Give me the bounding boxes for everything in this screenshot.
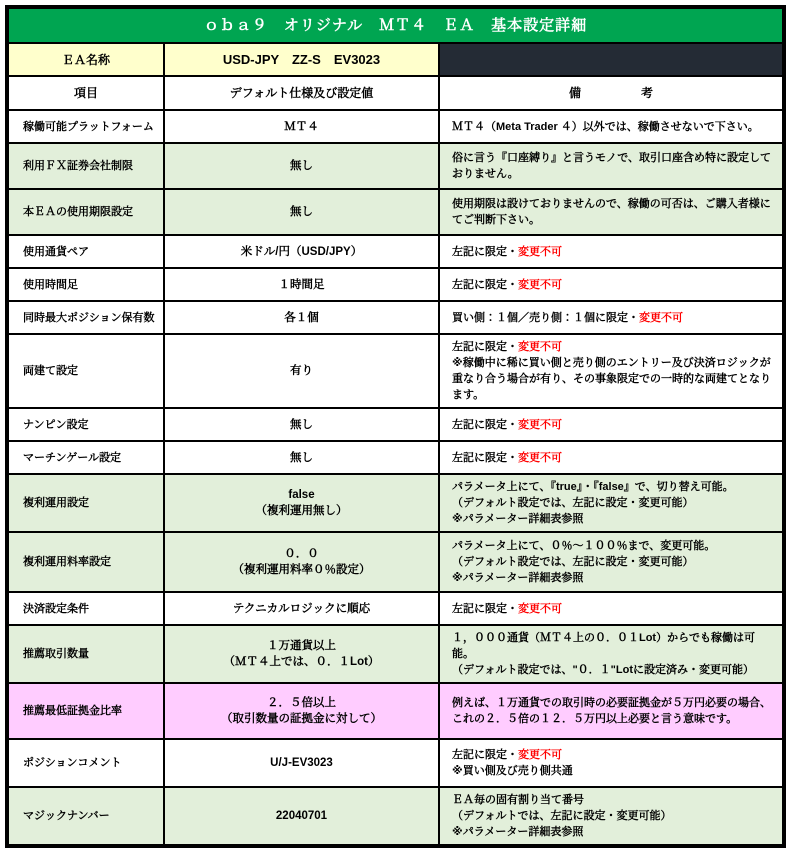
remark-line: ※パラメーター詳細表参照	[452, 513, 584, 525]
item-cell: ポジションコメント	[7, 739, 164, 787]
table-row	[7, 739, 784, 787]
item-cell: 推薦最低証拠金比率	[7, 683, 164, 739]
item-cell: 稼働可能プラットフォーム	[7, 110, 164, 143]
value-line: 無し	[290, 206, 313, 218]
ea-name-label: ＥＡ名称	[7, 43, 164, 76]
table-row	[7, 110, 784, 143]
remark-line: 左記に限定・変更不可	[452, 341, 562, 353]
remark-cell	[439, 532, 784, 592]
remark-cell	[439, 592, 784, 625]
value-line: ２．５倍以上	[267, 697, 336, 709]
value-line: １時間足	[278, 278, 325, 291]
remark-cell	[439, 110, 784, 143]
item-cell: 推薦取引数量	[7, 625, 164, 683]
value-line: 無し	[290, 418, 313, 431]
column-header-row	[7, 76, 784, 110]
remark-line: 左記に限定・変更不可	[452, 245, 562, 258]
table-row	[7, 334, 784, 408]
item-cell: マジックナンバー	[7, 787, 164, 846]
remark-line: ※パラメーター詳細表参照	[452, 572, 584, 584]
remark-cell	[439, 235, 784, 268]
remark-line: 左記に限定・変更不可	[452, 278, 562, 291]
remark-cell	[439, 189, 784, 235]
item-cell: 複利運用設定	[7, 474, 164, 532]
column-header-default: デフォルト仕様及び設定値	[164, 76, 439, 110]
ea-name-row	[7, 43, 784, 76]
value-line: 有り	[290, 365, 313, 377]
remark-line: 左記に限定・変更不可	[452, 451, 562, 464]
column-header-item: 項目	[7, 76, 164, 110]
remark-line: （デフォルト設定では、左記に設定・変更可能）	[452, 497, 694, 509]
remark-cell	[439, 739, 784, 787]
value-line: U/J-EV3023	[270, 757, 333, 769]
value-cell	[164, 110, 439, 143]
remark-line: 左記に限定・変更不可	[452, 749, 562, 761]
remark-line: （デフォルトでは、左記に設定・変更可能）	[452, 810, 672, 822]
table-row	[7, 683, 784, 739]
ea-name-blank-cell	[439, 43, 784, 76]
item-cell: 複利運用料率設定	[7, 532, 164, 592]
value-line: （複利運用料率０％設定）	[232, 564, 371, 576]
value-line: （複利運用無し）	[255, 505, 348, 517]
value-cell	[164, 301, 439, 334]
column-header-remark: 備 考	[439, 76, 784, 110]
remark-cell	[439, 474, 784, 532]
value-line: （取引数量の証拠金に対して）	[221, 713, 382, 725]
remark-line: ※稼働中に稀に買い側と売り側のエントリー及び決済ロジックが重なり合う場合が有り、その事象限定での一時的な両建てとなります。	[452, 357, 771, 401]
item-cell: マーチンゲール設定	[7, 441, 164, 474]
value-line: １万通貨以上	[267, 640, 336, 652]
ea-name-value: USD-JPY ZZ-S EV3023	[164, 43, 439, 76]
remark-line: ＥＡ毎の固有割り当て番号	[452, 794, 584, 806]
value-line: 22040701	[275, 810, 328, 822]
value-line: ＭＴ４	[284, 120, 319, 133]
value-cell	[164, 189, 439, 235]
remark-cell	[439, 787, 784, 846]
item-cell: 利用ＦＸ証券会社制限	[7, 143, 164, 189]
title-row	[7, 7, 784, 43]
remark-line: パラメータ上にて、『true』・『false』で、切り替え可能。	[452, 481, 734, 493]
item-cell: 両建て設定	[7, 334, 164, 408]
remark-line: ※買い側及び売り側共通	[452, 765, 573, 777]
item-cell: 同時最大ポジション保有数	[7, 301, 164, 334]
remark-line: ※パラメーター詳細表参照	[452, 826, 584, 838]
remark-line: 例えば、１万通貨での取引時の必要証拠金が５万円必要の場合、これの２．５倍の１２．５万円以上必要と言う意味です。	[452, 697, 771, 725]
remark-cell	[439, 268, 784, 301]
table-row	[7, 408, 784, 441]
table-row	[7, 441, 784, 474]
table-row	[7, 189, 784, 235]
table-row	[7, 592, 784, 625]
value-line: 米ドル/円（USD/JPY）	[240, 245, 363, 258]
table-row	[7, 532, 784, 592]
value-line: ０．０	[284, 548, 319, 560]
table-row	[7, 625, 784, 683]
value-cell	[164, 334, 439, 408]
item-cell: 使用時間足	[7, 268, 164, 301]
value-cell	[164, 683, 439, 739]
remark-cell	[439, 625, 784, 683]
remark-cell	[439, 408, 784, 441]
item-cell: 本ＥＡの使用期限設定	[7, 189, 164, 235]
table-row	[7, 787, 784, 846]
table-body	[7, 7, 784, 846]
remark-line: パラメータ上にて、０％～１００％まで、変更可能。	[452, 540, 716, 552]
remark-line: 使用期限は設けておりませんので、稼働の可否は、ご購入者様にてご判断下さい。	[452, 198, 771, 226]
remark-cell	[439, 441, 784, 474]
value-line: 無し	[290, 451, 313, 464]
value-line: （ＭＴ４上では、０．１Lot）	[223, 656, 380, 668]
remark-line: ＭＴ４（Meta Trader ４）以外では、稼働させないで下さい。	[452, 120, 759, 133]
value-cell	[164, 235, 439, 268]
item-cell: 使用通貨ペア	[7, 235, 164, 268]
remark-cell	[439, 143, 784, 189]
table-row	[7, 474, 784, 532]
value-line: false	[288, 489, 315, 501]
value-cell	[164, 441, 439, 474]
remark-cell	[439, 334, 784, 408]
remark-line: １，０００通貨（ＭＴ４上の０．０１Lot）からでも稼働は可能。	[452, 632, 755, 660]
remark-line: 俗に言う『口座縛り』と言うモノで、取引口座含め特に設定しておりません。	[452, 152, 771, 180]
table-row	[7, 235, 784, 268]
value-line: 無し	[290, 160, 313, 172]
value-line: テクニカルロジックに順応	[232, 602, 371, 615]
ea-settings-table	[5, 5, 786, 848]
value-line: 各１個	[284, 311, 319, 324]
page-title: ｏｂａ９ オリジナル ＭＴ４ ＥＡ 基本設定詳細	[7, 7, 784, 43]
remark-cell	[439, 301, 784, 334]
remark-line: 買い側：１個／売り側：１個に限定・変更不可	[452, 311, 683, 324]
table-row	[7, 301, 784, 334]
remark-line: （デフォルト設定では、"０．１"Lotに設定済み・変更可能）	[452, 664, 754, 676]
value-cell	[164, 532, 439, 592]
remark-line: 左記に限定・変更不可	[452, 418, 562, 431]
value-cell	[164, 408, 439, 441]
remark-line: （デフォルト設定では、左記に設定・変更可能）	[452, 556, 694, 568]
value-cell	[164, 268, 439, 301]
item-cell: ナンピン設定	[7, 408, 164, 441]
value-cell	[164, 143, 439, 189]
value-cell	[164, 787, 439, 846]
value-cell	[164, 625, 439, 683]
value-cell	[164, 592, 439, 625]
value-cell	[164, 739, 439, 787]
table-row	[7, 268, 784, 301]
item-cell: 決済設定条件	[7, 592, 164, 625]
remark-line: 左記に限定・変更不可	[452, 602, 562, 615]
value-cell	[164, 474, 439, 532]
table-row	[7, 143, 784, 189]
remark-cell	[439, 683, 784, 739]
